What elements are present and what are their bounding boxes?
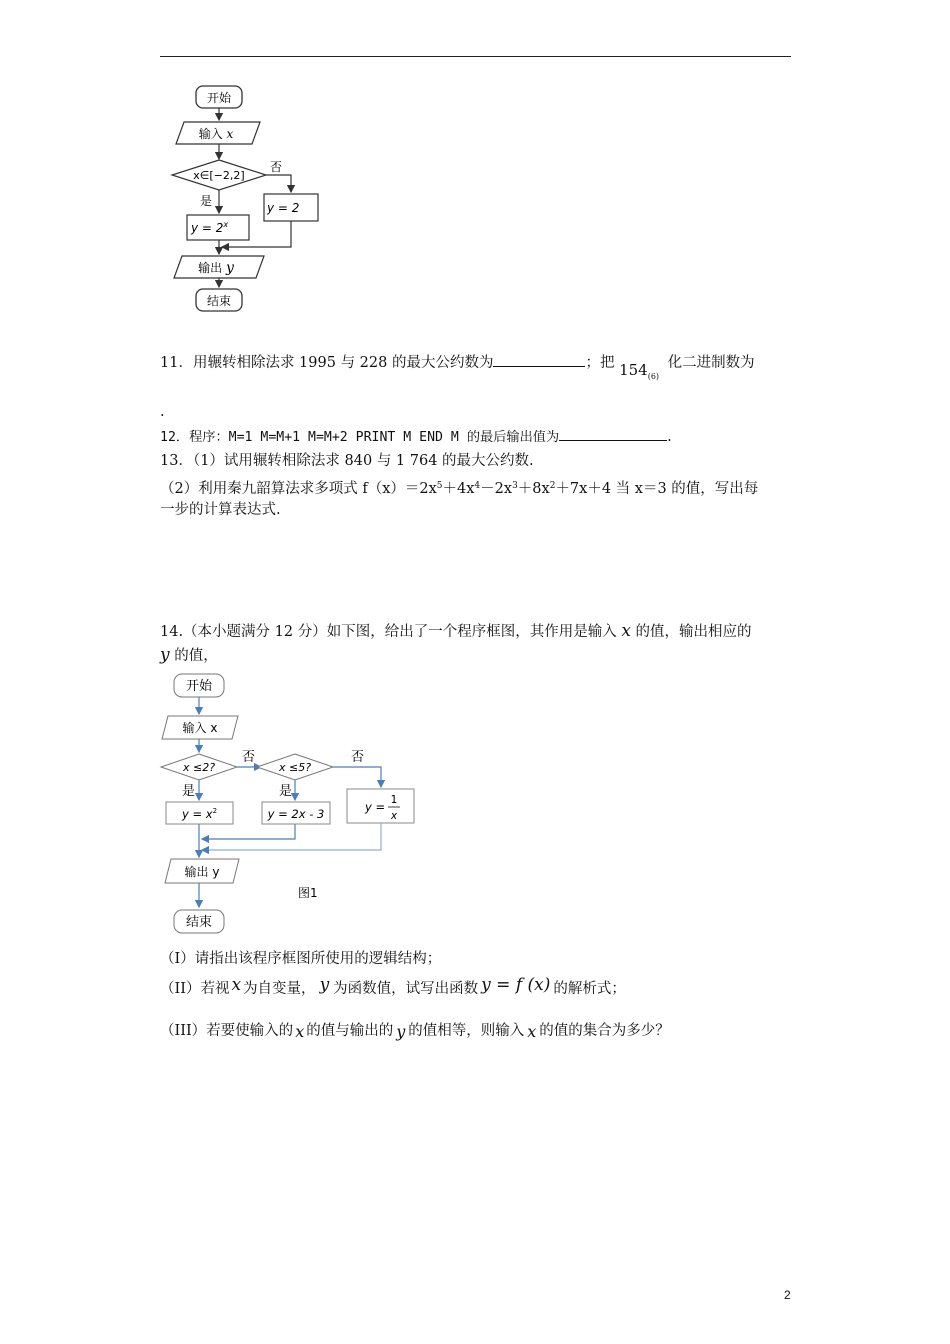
- q13-e5: 5: [436, 481, 443, 491]
- q12-period: .: [667, 429, 672, 445]
- page-number: 2: [784, 1288, 791, 1302]
- fc2-box3-num: 1: [390, 794, 398, 806]
- q13-line2: [160, 476, 758, 499]
- q14-intro-b: 的值，输出相应的: [635, 624, 752, 640]
- fc1-box-yes-label: y = 2: [191, 221, 224, 235]
- q14-part3-c: 的值相等，则输入: [408, 1023, 525, 1039]
- fc2-no1-label: 否: [242, 750, 256, 765]
- fc1-output-label: 输出: [198, 261, 223, 275]
- q14-part3-x: x: [295, 1022, 305, 1041]
- q11-period: .: [160, 404, 165, 420]
- svg-text:输入 x: [199, 126, 234, 141]
- svg-text:y = x2: [181, 807, 217, 821]
- q11-text-b: ；把: [585, 355, 615, 371]
- flowchart-1: [160, 80, 335, 320]
- q14-var-y: y: [160, 645, 170, 665]
- q13-l2d: ＋8x: [517, 481, 550, 497]
- q14-part3-b: 的值与输出的: [306, 1023, 394, 1039]
- q14-part2: [160, 975, 626, 999]
- fc2-cond2-label: x ≤5?: [278, 761, 312, 774]
- fc2-end-label: 结束: [185, 915, 213, 930]
- q14-intro-line2: [160, 645, 218, 666]
- q13-l2c: －2x: [480, 481, 513, 497]
- fc2-box2-label: y = 2x - 3: [267, 807, 325, 821]
- fc1-input-label: 输入: [198, 127, 223, 141]
- fc1-box-yes-exp: x: [223, 220, 229, 229]
- fc1-output-var: y: [225, 260, 234, 276]
- fc2-input-label: 输入 x: [182, 721, 218, 735]
- svg-text:y = 2x: [190, 220, 228, 235]
- q14-part3-y: y: [396, 1022, 406, 1041]
- q14-intro-a: 14.（本小题满分 12 分）如下图，给出了一个程序框图，其作用是输入: [160, 624, 617, 640]
- q12-text: 12．程序：M=1 M=M+1 M=M+2 PRINT M END M 的最后输出值为: [160, 430, 560, 445]
- svg-text:输出 y: [198, 260, 235, 276]
- fc1-yes-label: 是: [200, 194, 213, 208]
- q14-part3-a: （III）若要使输入的: [160, 1023, 294, 1039]
- q14-part2-func: y = f (x): [481, 975, 551, 995]
- q13-l2b: ＋4x: [442, 481, 475, 497]
- question-12: [160, 426, 672, 448]
- q13-e3: 3: [512, 481, 518, 491]
- q13-e4: 4: [474, 481, 481, 491]
- fc1-start-label: 开始: [206, 91, 232, 105]
- q11-base: (6): [647, 372, 660, 381]
- fc2-no2-label: 否: [351, 750, 365, 765]
- fc2-output-label: 输出 y: [184, 865, 220, 879]
- fc1-end-label: 结束: [206, 294, 232, 308]
- q14-part2-b: 为自变量，: [243, 981, 316, 997]
- q11-text-c: 化二进制数为: [667, 355, 755, 371]
- q12-blank: [559, 426, 667, 441]
- fc2-cond1-label: x ≤2?: [182, 761, 216, 774]
- flowchart-2: [158, 668, 420, 940]
- fc2-box3-den: x: [390, 810, 398, 822]
- fc2-box3-left: y =: [365, 800, 386, 814]
- q11-text-a: 11．用辗转相除法求 1995 与 228 的最大公约数为: [160, 355, 494, 371]
- q13-line3: 一步的计算表达式.: [160, 502, 281, 518]
- q14-var-x: x: [621, 621, 631, 641]
- q11-blank-1: [493, 352, 585, 367]
- q13-l2e: ＋7x＋4 当 x＝3 的值，写出每: [555, 481, 759, 497]
- q13-line1: 13．（1）试用辗转相除法求 840 与 1 764 的最大公约数.: [160, 453, 534, 469]
- q14-part2-x: x: [231, 975, 242, 995]
- fc1-input-var: x: [226, 127, 234, 141]
- q14-part2-d: 的解析式；: [553, 981, 626, 997]
- q13-l2a: （2）利用秦九韶算法求多项式 f（x）＝2x: [160, 481, 437, 497]
- q14-part2-y: y: [319, 975, 330, 995]
- fc1-condition-label: x∈[−2,2]: [193, 169, 245, 182]
- fc2-caption: 图1: [298, 886, 318, 900]
- q13-e2: 2: [549, 481, 556, 491]
- q14-part3-d: 的值的集合为多少？: [539, 1023, 670, 1039]
- fc2-start-label: 开始: [185, 679, 213, 694]
- fc2-yes2-label: 是: [279, 784, 293, 799]
- fc2-box1-label: y = x: [182, 807, 213, 821]
- question-11: [160, 352, 755, 381]
- q14-part2-a: （II）若视: [160, 981, 230, 997]
- q14-part3-x2: x: [527, 1022, 537, 1041]
- q14-part1: （I）请指出该程序框图所使用的逻辑结构；: [160, 951, 442, 967]
- fc2-yes1-label: 是: [182, 784, 196, 799]
- fc2-box1-exp: 2: [212, 807, 218, 815]
- fc1-no-label: 否: [270, 160, 283, 174]
- q11-number: 154: [619, 361, 648, 379]
- header-rule: [160, 56, 791, 57]
- fc1-box-no-label: y = 2: [267, 201, 300, 215]
- q14-part2-c: 为函数值，试写出函数: [333, 981, 479, 997]
- q14-part3: [160, 1020, 670, 1041]
- q14-intro-c: 的值，: [174, 648, 218, 664]
- q14-intro-line1: [160, 621, 752, 642]
